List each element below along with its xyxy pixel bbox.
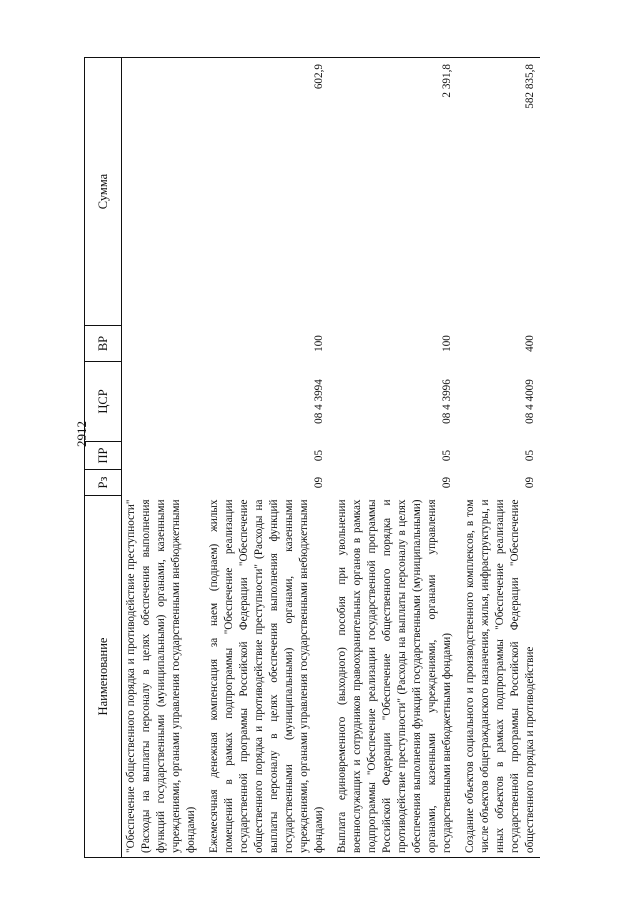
- row-rz: [122, 470, 206, 496]
- page-number: 2912: [74, 421, 89, 447]
- header-pr: ПР: [85, 442, 122, 470]
- budget-table-rotated: [84, 58, 596, 858]
- header-vr: ВР: [85, 326, 122, 362]
- row-pr: [122, 442, 206, 470]
- row-pr: 05: [441, 449, 453, 462]
- row-pr: 05: [524, 449, 536, 462]
- row-csr: [122, 362, 206, 442]
- table-row: [333, 58, 461, 858]
- row-vr: [122, 326, 206, 362]
- row-csr: 08 4 4009: [524, 379, 536, 424]
- budget-table: [84, 57, 540, 858]
- row-csr: 08 4 3996: [441, 379, 453, 424]
- table-row: [205, 58, 333, 858]
- row-vr: 100: [441, 335, 453, 352]
- row-sum: 602,9: [205, 58, 333, 326]
- row-rz: 09: [313, 476, 325, 489]
- row-sum: 2 391,8: [333, 58, 461, 326]
- header-sum: Сумма: [85, 58, 122, 326]
- row-sum: 582 835,8: [461, 58, 540, 326]
- row-name: Создание объектов социального и производственного комплексов, в том числе объектов общегражданского назначения, жилья, инфраструктуры, и иных объектов в рамках подпрограммы "Обеспечение реализации государственной программы Российской Федерации "Обеспечение общественного порядка и противодействие: [461, 496, 540, 858]
- table-header-row: [85, 58, 122, 858]
- header-csr: ЦСР: [85, 362, 122, 442]
- row-name: Ежемесячная денежная компенсация за наем (поднаем) жилых помещений в рамках подпрограммы "Обеспечение реализации государственной программы Российской Федерации "Обеспечение общественного порядка и противодействие преступности" (Расходы на выплаты персоналу в целях обеспечения выполнения функций государственными (муниципальными) органами, казенными учреждениями, органами управления государственными внебюджетными фондами): [205, 496, 333, 858]
- header-rz: Рз: [85, 470, 122, 496]
- row-rz: 09: [441, 476, 453, 489]
- row-vr: 400: [524, 335, 536, 352]
- row-csr: 08 4 3994: [313, 379, 325, 424]
- row-rz: 09: [524, 476, 536, 489]
- row-pr: 05: [313, 449, 325, 462]
- row-name: "Обеспечение общественного порядка и противодействие преступности" (Расходы на выплаты персоналу в целях обеспечения выполнения функций государственными (муниципальными) органами, казенными учреждениями, органами управления государственными внебюджетными фондами): [122, 496, 206, 858]
- header-name: Наименование: [85, 496, 122, 858]
- row-sum: [122, 58, 206, 326]
- table-row: [461, 58, 540, 858]
- table-row: [122, 58, 206, 858]
- row-vr: 100: [313, 335, 325, 352]
- row-name: Выплата единовременного (выходного) пособия при увольнении военнослужащих и сотрудников правоохранительных органов в рамках подпрограммы "Обеспечение реализации государственной программы Российской Федерации "Обеспечение общественного порядка и противодействие преступности" (Расходы на выплаты персоналу в целях обеспечения выполнения функций государственными (муниципальными) органами, казенными учреждениями, органами управления государственными внебюджетными фондами): [333, 496, 461, 858]
